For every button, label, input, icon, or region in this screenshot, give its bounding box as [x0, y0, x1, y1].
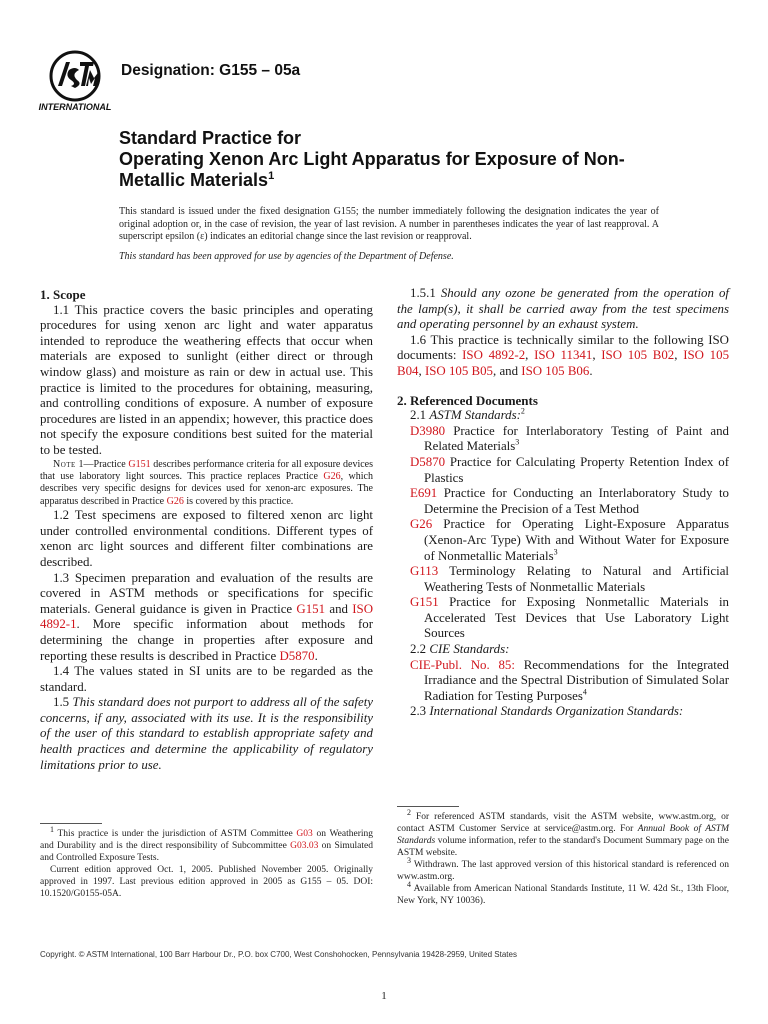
designation: Designation: G155 – 05a [121, 62, 301, 79]
footnote-rule-right [397, 806, 459, 807]
title-text: Operating Xenon Arc Light Apparatus for Exposure of Non-Metallic Materials [119, 149, 625, 190]
para-1-6: 1.6 This practice is technically similar to the following ISO documents: ISO 4892-2, ISO 11341, ISO 105 B02, ISO 105 B04, ISO 105 B05, and ISO 105 B06. [397, 332, 730, 378]
title-footnote-mark: 1 [268, 170, 275, 182]
footnote-3: $^3$ Withdrawn. The last approved version of this historical standard is referenced on www.astm.org. [397, 855, 729, 882]
astm-standards-subhead: 2.1 ASTM Standards:$^2$ [410, 406, 525, 423]
astm-logo [36, 48, 114, 118]
link-iso-105-b06[interactable]: ISO 105 B06 [521, 363, 590, 378]
link-g03[interactable]: G03 [296, 829, 313, 839]
iso-standards-subhead: 2.3 International Standards Organization Standards: [410, 704, 684, 719]
footnote-2: $^2$ For referenced ASTM standards, visit the ASTM website, www.astm.org, or contact ASTM Customer Service at service@astm.org. For Annual Book of ASTM Standards volume information, refer to the standard's Document Summary page on the ASTM website. [397, 807, 729, 858]
copyright-line: Copyright. © ASTM International, 100 Barr Harbour Dr., P.O. box C700, West Conshohocken, Pennsylvania 19428-2959, United States [40, 950, 517, 959]
link-iso-105-b02[interactable]: ISO 105 B02 [601, 348, 675, 363]
ref-item: G151 Practice for Exposing Nonmetallic Materials in Accelerated Test Devices that Use Laboratory Light Sources [410, 595, 729, 641]
link-d5870[interactable]: D5870 [279, 648, 315, 663]
link-cie-publ-85[interactable]: CIE-Publ. No. 85: [410, 657, 515, 672]
footnote-rule-left [40, 823, 102, 824]
preamble-designation-note: This standard is issued under the fixed designation G155; the number immediately following the designation indicates the year of original adoption or, in the case of revision, the year of last revision. A number in parentheses indicates the year of last reapproval. A superscript epsilon (ε) indicates an editorial change since the last revision or reapproval. [119, 206, 659, 242]
ref-item: E691 Practice for Conducting an Interlaboratory Study to Determine the Precision of a Test Method [410, 486, 729, 516]
link-iso-105-b04[interactable]: ISO 105 B04 [397, 348, 730, 378]
para-1-2: 1.2 Test specimens are exposed to filtered xenon arc light under controlled environmental conditions. Different types of xenon arc light sources and different filter combinations are described. [40, 508, 373, 569]
note-label: Note [53, 458, 76, 470]
footnote-4: $^4$ Available from American National Standards Institute, 11 W. 42d St., 13th Floor, New York, NY 10036). [397, 879, 729, 906]
link-g113[interactable]: G113 [410, 564, 439, 579]
link-g26[interactable]: G26 [410, 517, 433, 532]
link-d5870[interactable]: D5870 [410, 454, 446, 469]
link-g03-03[interactable]: G03.03 [290, 841, 319, 851]
preamble-dod-note: This standard has been approved for use by agencies of the Department of Defense. [119, 250, 454, 262]
para-1-4: 1.4 The values stated in SI units are to be regarded as the standard. [40, 664, 373, 694]
link-iso-4892-2[interactable]: ISO 4892-2 [462, 348, 526, 363]
footnotes-left [40, 824, 373, 900]
footnotes-right [397, 807, 729, 907]
footnote-1: $^1$ This practice is under the jurisdiction of ASTM Committee G03 on Weathering and Durability and is the direct responsibility of Subcommittee G03.03 on Simulated and Controlled Exposure Tests. [40, 824, 373, 863]
title-line-2 [119, 149, 679, 191]
title-line-1: Standard Practice for [119, 128, 302, 148]
link-g151[interactable]: G151 [128, 458, 151, 470]
link-e691[interactable]: E691 [410, 486, 438, 501]
svg-text:INTERNATIONAL: INTERNATIONAL [38, 102, 112, 112]
link-g151[interactable]: G151 [410, 595, 439, 610]
note-1: Note 1—Practice G151 describes performance criteria for all exposure devices that use laboratory light sources. This practice replaces Practice G26, which describes very specific designs for devices used for xenon-arc exposures. The apparatus described in Practice G26 is covered by this practice. [40, 458, 374, 507]
page-number: 1 [381, 990, 387, 1002]
link-iso-11341[interactable]: ISO 11341 [534, 348, 593, 363]
ref-item: G26 Practice for Operating Light-Exposure Apparatus (Xenon-Arc Type) With and Without Water for Exposure of Nonmetallic Materials$^3$ [410, 517, 729, 563]
left-column [40, 287, 373, 773]
link-d3980[interactable]: D3980 [410, 423, 446, 438]
para-1-5: 1.5 This standard does not purport to address all of the safety concerns, if any, associated with its use. It is the responsibility of the user of this standard to establish appropriate safety and health practices and determine the applicability of regulatory limitations prior to use. [40, 695, 373, 772]
ref-item: CIE-Publ. No. 85: Recommendations for the Integrated Irradiance and the Spectral Distribution of Simulated Solar Radiation for Testing Purposes$^4$ [410, 657, 729, 703]
preamble [119, 206, 659, 270]
link-g26[interactable]: G26 [166, 495, 184, 507]
cie-standards-subhead: 2.2 CIE Standards: [410, 642, 510, 657]
title-block [119, 128, 679, 191]
para-1-3: 1.3 Specimen preparation and evaluation of the results are covered in ASTM methods or specifications for specific materials. General guidance is given in Practice G151 and ISO 4892-1. More specific information about methods for determining the change in properties after exposure and reporting these results is described in Practice D5870. [40, 570, 374, 663]
referenced-documents-heading: 2. Referenced Documents [397, 392, 538, 408]
link-g26[interactable]: G26 [323, 470, 341, 482]
link-g151[interactable]: G151 [296, 601, 326, 616]
footnote-1-edition: Current edition approved Oct. 1, 2005. Published November 2005. Originally approved in 1997. Last previous edition approved in 2005 as G155 – 05. DOI: 10.1520/G0155-05A. [40, 865, 373, 899]
link-iso-105-b05[interactable]: ISO 105 B05 [424, 363, 493, 378]
ref-item: D5870 Practice for Calculating Property Retention Index of Plastics [410, 454, 729, 485]
para-1-5-1: 1.5.1 Should any ozone be generated from the operation of the lamp(s), it shall be carried away from the test specimens and operating personnel by an exhaust system. [397, 286, 729, 332]
astm-logo-icon [36, 48, 114, 118]
ref-item: D3980 Practice for Interlaboratory Testing of Paint and Related Materials$^3$ [410, 423, 729, 454]
link-iso-4892-1[interactable]: ISO 4892-1 [40, 601, 374, 632]
scope-heading: 1. Scope [40, 287, 86, 302]
right-column [397, 286, 729, 720]
ref-item: G113 Terminology Relating to Natural and Artificial Weathering Tests of Nonmetallic Materials [410, 564, 729, 594]
para-1-1: 1.1 This practice covers the basic principles and operating procedures for using xenon arc light and water apparatus intended to reproduce the weathering effects that occur when materials are exposed to sunlight (either direct or through window glass) and moisture as rain or dew in actual use. This practice is limited to the procedures for obtaining, measuring, and controlling conditions of exposure. A number of exposure procedures are listed in an appendix; however, this practice does not specify the exposure conditions best suited for the material to be tested. [40, 302, 373, 457]
